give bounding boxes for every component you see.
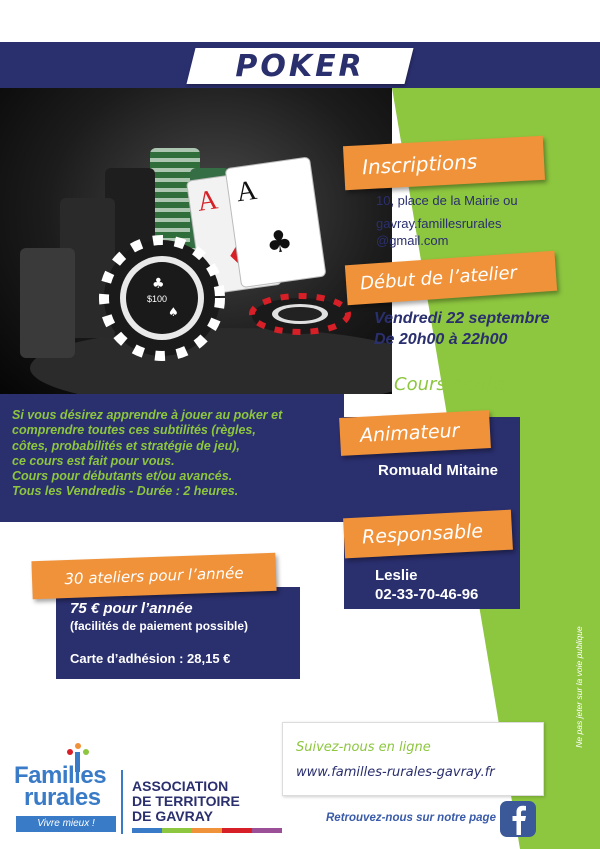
ateliers-heading: 30 ateliers pour l’année — [31, 553, 276, 599]
association-line: DE TERRITOIRE — [132, 793, 240, 809]
address-line: 10, place de la Mairie ou — [376, 193, 518, 208]
logo — [14, 742, 124, 842]
poker-photo — [0, 88, 392, 394]
description-line: ce cours est fait pour vous. — [12, 453, 175, 468]
membership-card: Carte d’adhésion : 28,15 € — [70, 651, 231, 666]
description-line: comprendre toutes ces subtilités (règles, — [12, 423, 256, 438]
animateur-name: Romuald Mitaine — [378, 462, 499, 479]
follow-text: Suivez-nous en ligne — [296, 740, 431, 755]
facebook-text: Retrouvez-nous sur notre page — [326, 812, 496, 824]
association-name — [132, 779, 272, 824]
svg-text:♣: ♣ — [263, 223, 296, 262]
logo-color-bar — [132, 828, 282, 833]
website-link[interactable]: www.familles-rurales-gavray.fr — [296, 765, 495, 780]
responsable-heading: Responsable — [343, 510, 513, 559]
responsable-details — [375, 566, 515, 604]
facebook-glyph — [500, 801, 536, 837]
description-line: Si vous désirez apprendre à jouer au poker et — [12, 408, 283, 422]
page-title: POKER — [235, 49, 365, 84]
chip-value: $100 — [147, 294, 168, 304]
svg-text:♣: ♣ — [152, 276, 165, 292]
big-chip — [104, 240, 220, 356]
small-chip — [252, 296, 348, 334]
logo-tagline: Vivre mieux ! — [16, 816, 116, 832]
payment-facilities: (facilités de paiement possible) — [70, 619, 249, 633]
svg-text:♠: ♠ — [168, 305, 179, 319]
logo-divider — [121, 770, 123, 834]
follow-box — [282, 722, 544, 796]
time-line: De 20h00 à 22h00 — [374, 331, 508, 348]
svg-text:A: A — [195, 184, 220, 218]
email-line: @gmail.com — [376, 233, 449, 248]
logo-word-1: Familles — [14, 762, 107, 789]
description-line: Tous les Vendredis - Durée : 2 heures. — [12, 484, 239, 499]
course-level: Cours Adulte — [394, 374, 510, 395]
price: 75 € pour l’année — [70, 600, 193, 617]
association-line: ASSOCIATION — [132, 778, 229, 794]
side-note: Ne pas jeter sur la voie publique — [574, 626, 584, 748]
responsable-phone: 02-33-70-46-96 — [375, 586, 479, 603]
description-line: Cours pour débutants et/ou avancés. — [12, 469, 233, 484]
debut-heading: Début de l’atelier — [345, 251, 557, 306]
pricing-details — [70, 600, 298, 666]
logo-word-2: rurales — [24, 784, 101, 811]
inscriptions-heading: Inscriptions — [343, 136, 545, 190]
facebook-icon[interactable] — [500, 801, 536, 837]
svg-text:A: A — [234, 174, 259, 209]
responsable-name: Leslie — [375, 567, 418, 584]
side-note-wrap — [568, 616, 584, 766]
association-line: DE GAVRAY — [132, 808, 213, 824]
poker-illustration — [0, 88, 392, 394]
email-line: gavray.famillesrurales — [376, 216, 502, 231]
inscriptions-details — [376, 192, 596, 249]
date-line: Vendredi 22 septembre — [374, 310, 550, 327]
description-text — [12, 408, 342, 500]
debut-details — [374, 308, 598, 350]
description-line: côtes, probabilités et stratégie de jeu), — [12, 438, 240, 453]
animateur-heading: Animateur — [339, 410, 491, 456]
